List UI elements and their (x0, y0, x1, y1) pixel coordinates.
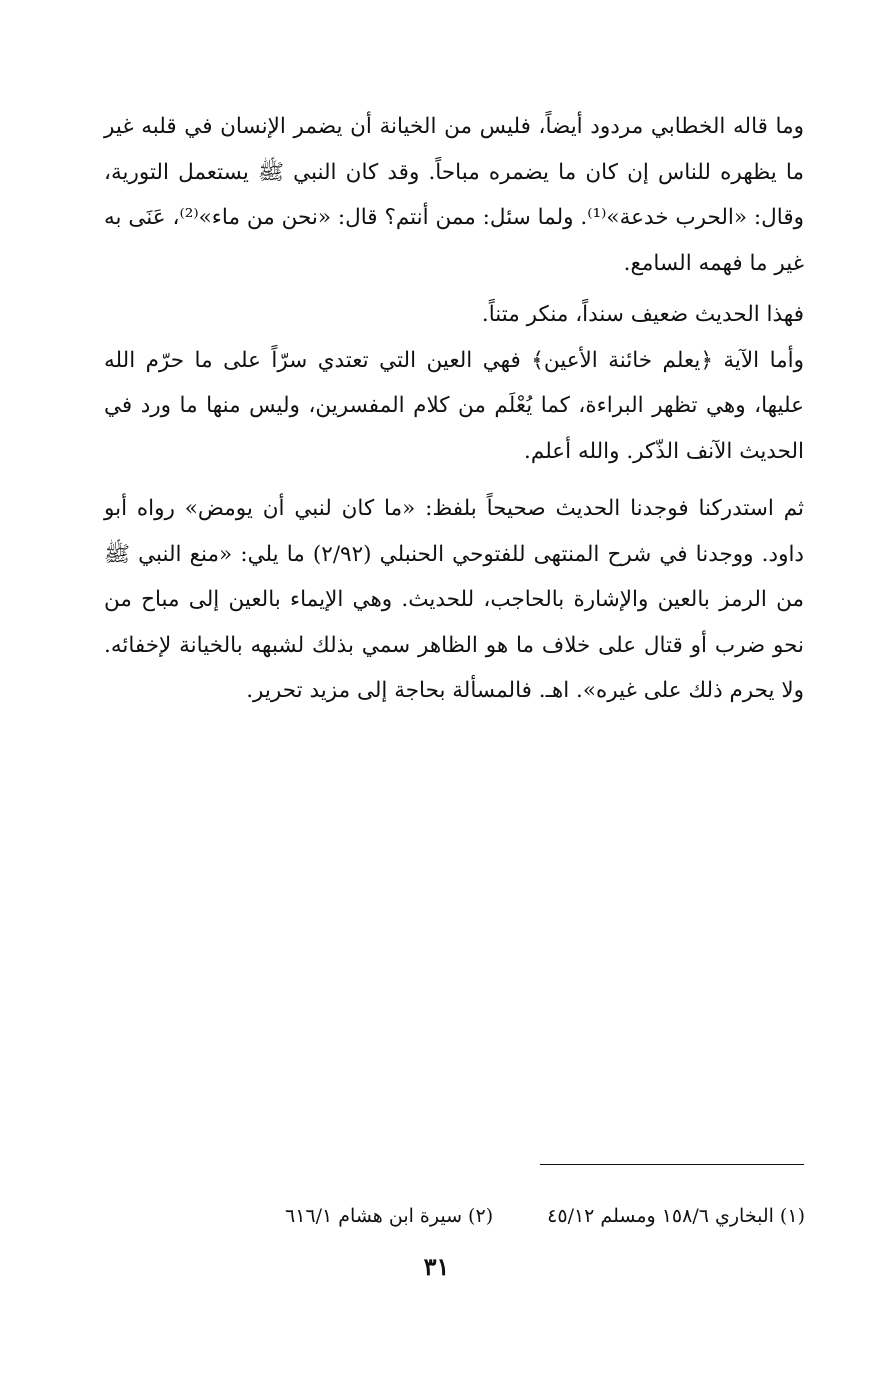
footnote-2: (٢) سيرة ابن هشام ٦١٦/١ (285, 1205, 494, 1227)
paragraph-khattabi-refuted: وما قاله الخطابي مردود أيضاً، فليس من الخيانة أن يضمر الإنسان في قلبه غير ما يظهره للناس إن كان ما يضمره مباحاً. وقد كان النبي ﷺ يستعمل التورية، وقال: «الحرب خدعة»⁽¹⁾. ولما سئل: ممن أنتم؟ قال: «نحن من ماء»⁽²⁾، عَنَى به غير ما فهمه السامع. (104, 114, 805, 276)
paragraph-correction: ثم استدركنا فوجدنا الحديث صحيحاً بلفظ: «ما كان لنبي أن يومض» رواه أبو داود. ووجدنا في شرح المنتهى للفتوحي الحنبلي (٢/٩٢) ما يلي: «منع النبي ﷺ من الرمز بالعين والإشارة بالحاجب، للحديث. وهي الإيماء بالعين إلى مباح من نحو ضرب أو قتال على خلاف ما هو الظاهر سمي بذلك لشبهه بالخيانة لإخفائه. ولا يحرم ذلك على غيره». اهـ. فالمسألة بحاجة إلى مزيد تحرير. (104, 496, 805, 703)
footnotes (185, 1198, 805, 1234)
paragraph-hadith-weak: فهذا الحديث ضعيف سنداً، منكر متناً. (481, 302, 804, 327)
page-number: ٣١ (423, 1252, 450, 1281)
main-text (104, 104, 804, 714)
footnote-divider (540, 1164, 804, 1165)
paragraph-verse-explanation: وأما الآية ﴿يعلم خائنة الأعين﴾ فهي العين التي تعتدي سرّاً على ما حرّم الله عليها، وهي تظهر البراءة، كما يُعْلَم من كلام المفسرين، وليس منها ما ورد في الحديث الآنف الذّكر. والله أعلم. (104, 347, 804, 464)
footnote-1: (١) البخاري ١٥٨/٦ ومسلم ٤٥/١٢ (547, 1205, 805, 1227)
